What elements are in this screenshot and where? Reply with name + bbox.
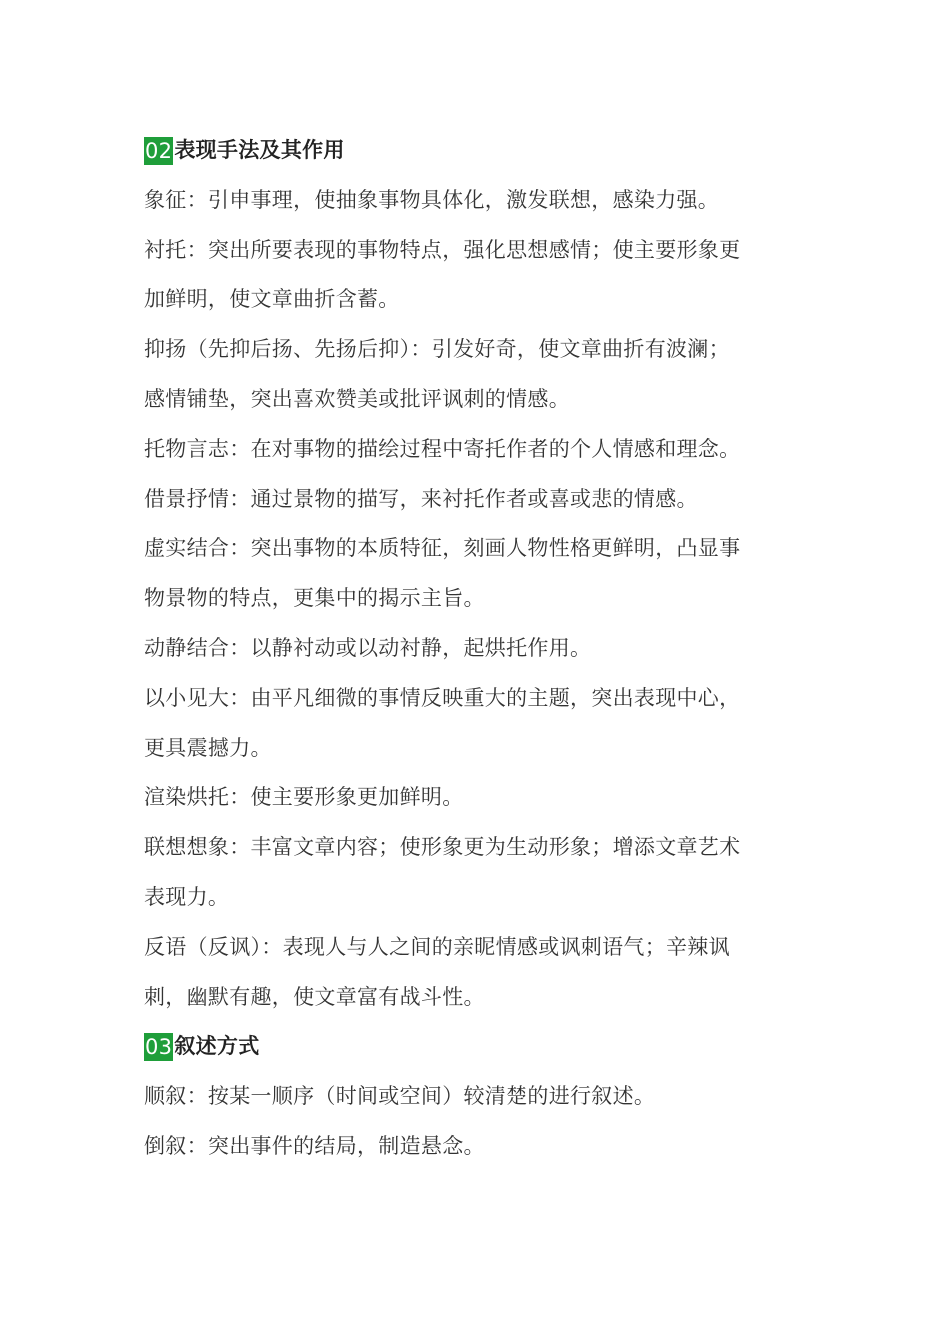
paragraph-line: 虚实结合：突出事物的本质特征，刻画人物性格更鲜明，凸显事 (144, 536, 741, 561)
paragraph-line: 感情铺垫，突出喜欢赞美或批评讽刺的情感。 (144, 386, 570, 411)
section-title: 叙述方式 (174, 1034, 260, 1059)
paragraph-line: 反语（反讽）：表现人与人之间的亲昵情感或讽刺语气；辛辣讽 (144, 934, 730, 959)
section-number-badge: 02 (145, 138, 173, 163)
paragraph-line: 渲染烘托：使主要形象更加鲜明。 (144, 785, 464, 810)
paragraph-line: 托物言志：在对事物的描绘过程中寄托作者的个人情感和理念。 (144, 436, 741, 461)
paragraph-line: 联想想象：丰富文章内容；使形象更为生动形象；增添文章艺术 (144, 835, 741, 860)
paragraph-line: 倒叙：突出事件的结局，制造悬念。 (144, 1133, 485, 1158)
document-body (144, 126, 814, 1172)
paragraph-line: 抑扬（先抑后扬、先扬后抑）：引发好奇，使文章曲折有波澜； (144, 337, 730, 362)
section-heading-02 (144, 126, 814, 176)
section-number-badge: 03 (145, 1035, 173, 1060)
paragraph-line: 衬托：突出所要表现的事物特点，强化思想感情；使主要形象更 (144, 237, 741, 262)
paragraph-line: 动静结合：以静衬动或以动衬静，起烘托作用。 (144, 635, 592, 660)
paragraph-line: 刺，幽默有趣，使文章富有战斗性。 (144, 984, 485, 1009)
paragraph-line: 象征：引申事理，使抽象事物具体化，激发联想，感染力强。 (144, 187, 720, 212)
paragraph-line: 加鲜明，使文章曲折含蓄。 (144, 287, 400, 312)
paragraph-line: 顺叙：按某一顺序（时间或空间）较清楚的进行叙述。 (144, 1084, 656, 1109)
paragraph-line: 借景抒情：通过景物的描写，来衬托作者或喜或悲的情感。 (144, 486, 698, 511)
paragraph-line: 更具震撼力。 (144, 735, 272, 760)
section-heading-03 (144, 1022, 814, 1072)
paragraph-line: 以小见大：由平凡细微的事情反映重大的主题，突出表现中心， (144, 685, 741, 710)
section-title: 表现手法及其作用 (174, 138, 345, 162)
paragraph-line: 表现力。 (144, 884, 230, 909)
paragraph-line: 物景物的特点，更集中的揭示主旨。 (144, 586, 485, 611)
